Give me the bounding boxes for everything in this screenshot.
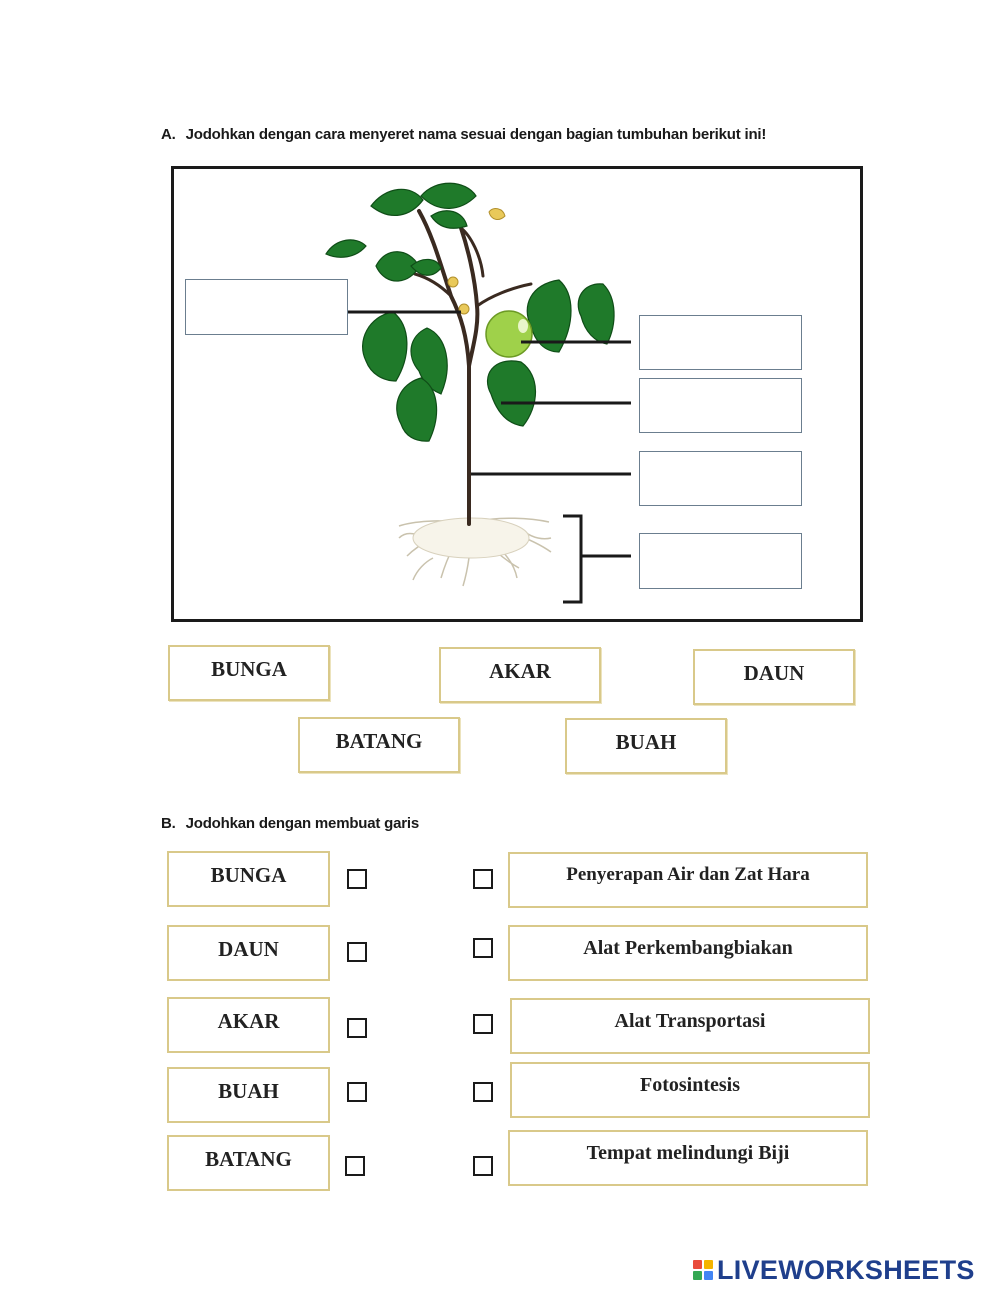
left-connector-4[interactable] <box>347 1082 367 1102</box>
liveworksheets-brand <box>693 1254 975 1286</box>
match-left-akar: AKAR <box>167 997 330 1053</box>
drag-card-batang[interactable]: BATANG <box>298 717 460 773</box>
section-a-instruction: Jodohkan dengan cara menyeret nama sesuai dengan bagian tumbuhan berikut ini! <box>185 126 767 143</box>
drop-target-leaf[interactable] <box>639 378 802 433</box>
match-right-1: Penyerapan Air dan Zat Hara <box>508 852 868 908</box>
roots-illustration <box>399 518 551 586</box>
right-connector-4[interactable] <box>473 1082 493 1102</box>
match-left-buah: BUAH <box>167 1067 330 1123</box>
left-connector-1[interactable] <box>347 869 367 889</box>
right-connector-5[interactable] <box>473 1156 493 1176</box>
brand-name: LIVEWORKSHEETS <box>717 1254 975 1285</box>
drag-card-buah[interactable]: BUAH <box>565 718 727 774</box>
section-a-label: A. <box>161 126 176 143</box>
right-connector-2[interactable] <box>473 938 493 958</box>
section-b-instruction: Jodohkan dengan membuat garis <box>185 815 420 832</box>
match-right-3: Alat Transportasi <box>510 998 870 1054</box>
match-right-5: Tempat melindungi Biji <box>508 1130 868 1186</box>
left-connector-3[interactable] <box>347 1018 367 1038</box>
drop-target-flower[interactable] <box>185 279 348 335</box>
match-left-bunga: BUNGA <box>167 851 330 907</box>
section-b-heading <box>161 815 419 832</box>
section-b-label: B. <box>161 815 176 832</box>
left-connector-2[interactable] <box>347 942 367 962</box>
fruit-illustration <box>486 311 532 357</box>
match-left-batang: BATANG <box>167 1135 330 1191</box>
section-a-heading <box>161 126 766 143</box>
left-connector-5[interactable] <box>345 1156 365 1176</box>
liveworksheets-logo-icon <box>693 1260 713 1280</box>
drop-target-root[interactable] <box>639 533 802 589</box>
drag-card-akar[interactable]: AKAR <box>439 647 601 703</box>
drag-card-bunga[interactable]: BUNGA <box>168 645 330 701</box>
right-connector-3[interactable] <box>473 1014 493 1034</box>
drop-target-fruit[interactable] <box>639 315 802 370</box>
drag-card-daun[interactable]: DAUN <box>693 649 855 705</box>
match-right-2: Alat Perkembangbiakan <box>508 925 868 981</box>
match-left-daun: DAUN <box>167 925 330 981</box>
drop-target-stem[interactable] <box>639 451 802 506</box>
match-right-4: Fotosintesis <box>510 1062 870 1118</box>
right-connector-1[interactable] <box>473 869 493 889</box>
